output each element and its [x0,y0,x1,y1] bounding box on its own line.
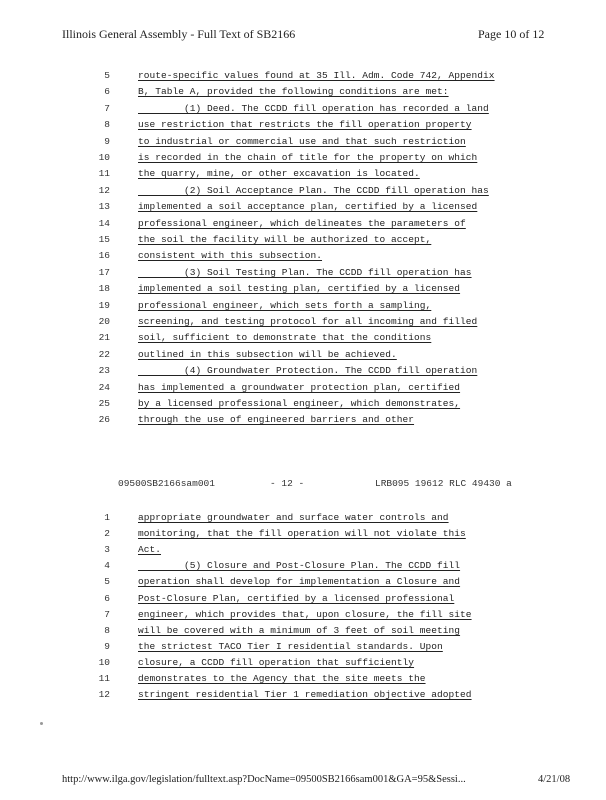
bill-text-line: to industrial or commercial use and that such restriction [138,135,466,147]
line-number: 10 [98,152,110,163]
bill-text-line: route-specific values found at 35 Ill. Adm. Code 742, Appendix [138,70,495,81]
footer-date: 4/21/08 [538,774,571,785]
line-number: 24 [98,381,110,393]
bill-text-line: Post-Closure Plan, certified by a licensed professional [138,592,455,604]
bill-text-line: is recorded in the chain of title for the property on which [138,152,478,163]
line-number: 7 [104,102,110,114]
line-number: 17 [98,266,110,278]
bill-text-line: the soil the facility will be authorized to accept, [138,234,432,245]
line-number: 22 [98,348,110,360]
line-number: 9 [104,135,110,147]
bill-text-line: the quarry, mine, or other excavation is located. [138,168,420,180]
scan-speck [40,722,43,725]
line-number: 7 [104,608,110,620]
bill-text-line: screening, and testing protocol for all incoming and filled [138,316,478,327]
line-number: 21 [98,332,110,344]
line-number: 23 [98,365,110,377]
bill-text-line: through the use of engineered barriers and other [138,414,415,426]
bill-text-line: demonstrates to the Agency that the site meets the [138,673,426,684]
line-number: 4 [104,560,110,572]
line-number: 12 [98,689,110,701]
bill-text-line: professional engineer, which sets forth a sampling, [138,299,432,311]
line-number: 8 [104,119,110,131]
bill-text-line: by a licensed professional engineer, which demonstrates, [138,398,461,409]
footer-url: http://www.ilga.gov/legislation/fulltext.asp?DocName=09500SB2166sam001&GA=95&Sessi... [62,774,466,785]
line-number: 5 [104,576,110,588]
line-number: 11 [98,168,110,180]
line-number: 11 [98,673,110,684]
line-number: 2 [104,528,110,540]
bill-text-line: consistent with this subsection. [138,250,323,262]
bill-footer-lrb-id: LRB095 19612 RLC 49430 a [375,478,512,489]
line-number: 1 [104,512,110,523]
bill-text-line: use restriction that restricts the fill operation property [138,119,472,131]
bill-text-line: (2) Soil Acceptance Plan. The CCDD fill operation has [138,184,489,196]
bill-text-line: (3) Soil Testing Plan. The CCDD fill operation has [138,266,472,278]
line-number: 20 [98,316,110,327]
bill-text-line: engineer, which provides that, upon closure, the fill site [138,608,472,620]
line-number: 26 [98,414,110,426]
bill-text-line: implemented a soil acceptance plan, certified by a licensed [138,201,478,213]
line-number: 13 [98,201,110,213]
line-number: 19 [98,299,110,311]
line-number: 9 [104,640,110,652]
bill-text-line: Act. [138,544,162,556]
bill-text-line: will be covered with a minimum of 3 feet of soil meeting [138,624,461,636]
line-number: 5 [104,70,110,81]
bill-text-line: appropriate groundwater and surface water controls and [138,512,449,523]
bill-text-line: stringent residential Tier 1 remediation objective adopted [138,689,472,701]
page-header-page-number: Page 10 of 12 [478,27,545,41]
line-number: 14 [98,217,110,229]
bill-text-line: monitoring, that the fill operation will not violate this [138,528,466,540]
page-header-title: Illinois General Assembly - Full Text of SB2166 [62,27,296,41]
line-number: 3 [104,544,110,556]
bill-text-line: professional engineer, which delineates the parameters of [138,217,466,229]
bill-text-line: outlined in this subsection will be achieved. [138,348,397,360]
bill-text-line: operation shall develop for implementation a Closure and [138,576,461,588]
bill-text-line: the strictest TACO Tier I residential standards. Upon [138,640,443,652]
bill-text-line: B, Table A, provided the following conditions are met: [138,86,449,98]
bill-footer-page-number: - 12 - [270,478,305,489]
line-number: 8 [104,624,110,636]
line-number: 25 [98,398,110,409]
bill-text-line: (1) Deed. The CCDD fill operation has recorded a land [138,102,489,114]
line-number: 18 [98,283,110,295]
bill-text-line: (5) Closure and Post-Closure Plan. The CCDD fill [138,560,461,572]
bill-footer-document-id: 09500SB2166sam001 [118,478,215,489]
bill-text-line: soil, sufficient to demonstrate that the conditions [138,332,432,344]
line-number: 16 [98,250,110,262]
line-number: 15 [98,234,110,245]
line-number: 10 [98,656,110,668]
bill-text-line: closure, a CCDD fill operation that sufficiently [138,656,415,668]
line-number: 12 [98,184,110,196]
bill-text-line: (4) Groundwater Protection. The CCDD fill operation [138,365,478,377]
bill-text-line: implemented a soil testing plan, certified by a licensed [138,283,461,295]
line-number: 6 [104,592,110,604]
line-number: 6 [104,86,110,98]
bill-text-line: has implemented a groundwater protection plan, certified [138,381,461,393]
